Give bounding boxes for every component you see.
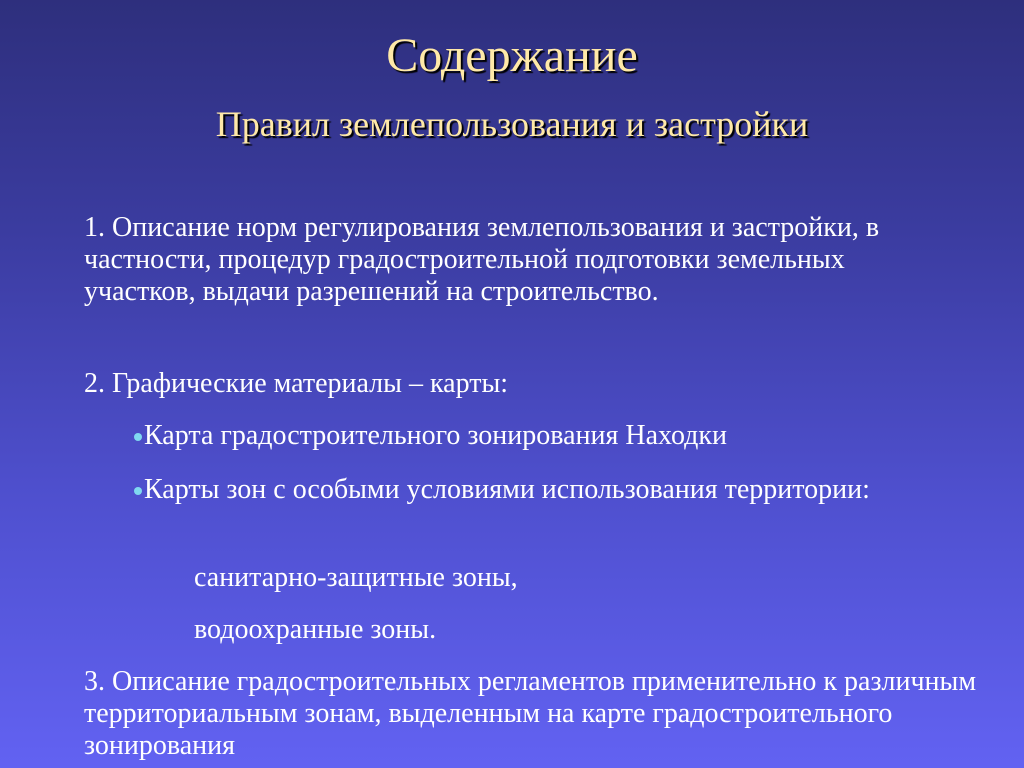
sub-item-2: водоохранные зоны. — [194, 614, 437, 645]
content-item-3: 3. Описание градостроительных регламентов применительно к различным территориальным зонам, выделенным на карте градостроительного зонирования — [84, 666, 977, 761]
bullet-item-1-text: Карта градостроительного зонирования Находки — [144, 420, 727, 451]
slide-title: Содержание — [386, 29, 638, 82]
bullet-dot-icon — [134, 433, 142, 441]
content-item-1: 1. Описание норм регулирования землепользования и застройки, в частности, процедур градостроительной подготовки земельных участков, выдачи разрешений на строительство. — [84, 212, 880, 307]
bullet-item-2-text: Карты зон с особыми условиями использования территории: — [144, 474, 870, 505]
bullet-item-1 — [134, 420, 934, 452]
bullet-item-2 — [134, 474, 874, 506]
slide-subtitle: Правил землепользования и застройки — [215, 104, 809, 144]
bullet-dot-icon — [134, 487, 142, 495]
content-item-2: 2. Графические материалы – карты: — [84, 368, 509, 399]
sub-item-1: санитарно-защитные зоны, — [194, 562, 518, 593]
